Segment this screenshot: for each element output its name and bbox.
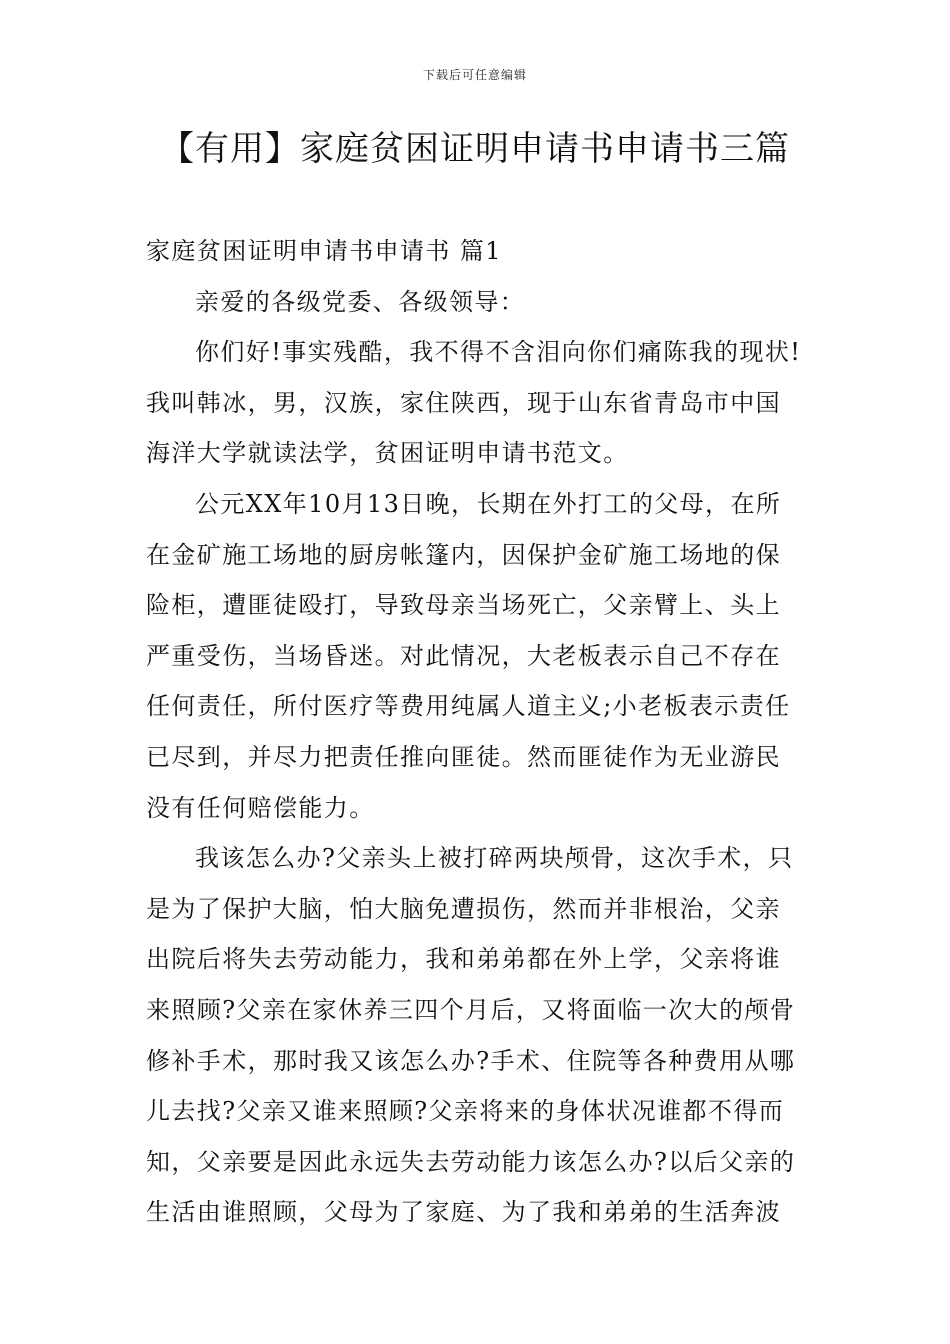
salutation-line: 亲爱的各级党委、各级领导： (195, 287, 526, 316)
header-note: 下载后可任意编辑 (422, 68, 527, 82)
paragraph-line: 已尽到，并尽力把责任推向匪徒。然而匪徒作为无业游民 (146, 742, 781, 771)
paragraph-line: 我叫韩冰，男，汉族，家住陕西，现于山东省青岛市中国 (146, 388, 781, 417)
paragraph-line: 严重受伤，当场昏迷。对此情况，大老板表示自己不存在 (146, 641, 781, 670)
paragraph-line: 修补手术，那时我又该怎么办?手术、住院等各种费用从哪 (146, 1046, 796, 1075)
paragraph-line: 我该怎么办?父亲头上被打碎两块颅骨，这次手术，只 (195, 844, 794, 873)
document-title: 【有用】家庭贫困证明申请书申请书三篇 (160, 129, 790, 169)
paragraph-line: 在金矿施工场地的厨房帐篷内，因保护金矿施工场地的保 (146, 540, 781, 569)
paragraph-line: 来照顾?父亲在家休养三四个月后，又将面临一次大的颅骨 (146, 995, 796, 1024)
paragraph-line: 任何责任，所付医疗等费用纯属人道主义;小老板表示责任 (146, 692, 791, 721)
paragraph-line: 你们好!事实残酷，我不得不含泪向你们痛陈我的现状! (195, 338, 802, 367)
paragraph-line: 险柜，遭匪徒殴打，导致母亲当场死亡，父亲臂上、头上 (146, 591, 781, 620)
document-body (146, 226, 810, 1238)
paragraph-line: 公元XX年10月13日晚，长期在外打工的父母，在所 (195, 489, 782, 518)
paragraph-line: 没有任何赔偿能力。 (146, 793, 375, 822)
paragraph-line: 生活由谁照顾，父母为了家庭、为了我和弟弟的生活奔波 (146, 1198, 781, 1227)
paragraph-line: 海洋大学就读法学，贫困证明申请书范文。 (146, 439, 629, 468)
paragraph-line: 出院后将失去劳动能力，我和弟弟都在外上学，父亲将谁 (146, 945, 781, 974)
paragraph-line: 儿去找?父亲又谁来照顾?父亲将来的身体状况谁都不得而 (146, 1097, 785, 1126)
section-heading: 家庭贫困证明申请书申请书 篇1 (146, 237, 502, 265)
paragraph-line: 知，父亲要是因此永远失去劳动能力该怎么办?以后父亲的 (146, 1147, 796, 1176)
paragraph-line: 是为了保护大脑，怕大脑免遭损伤，然而并非根治，父亲 (146, 894, 781, 923)
